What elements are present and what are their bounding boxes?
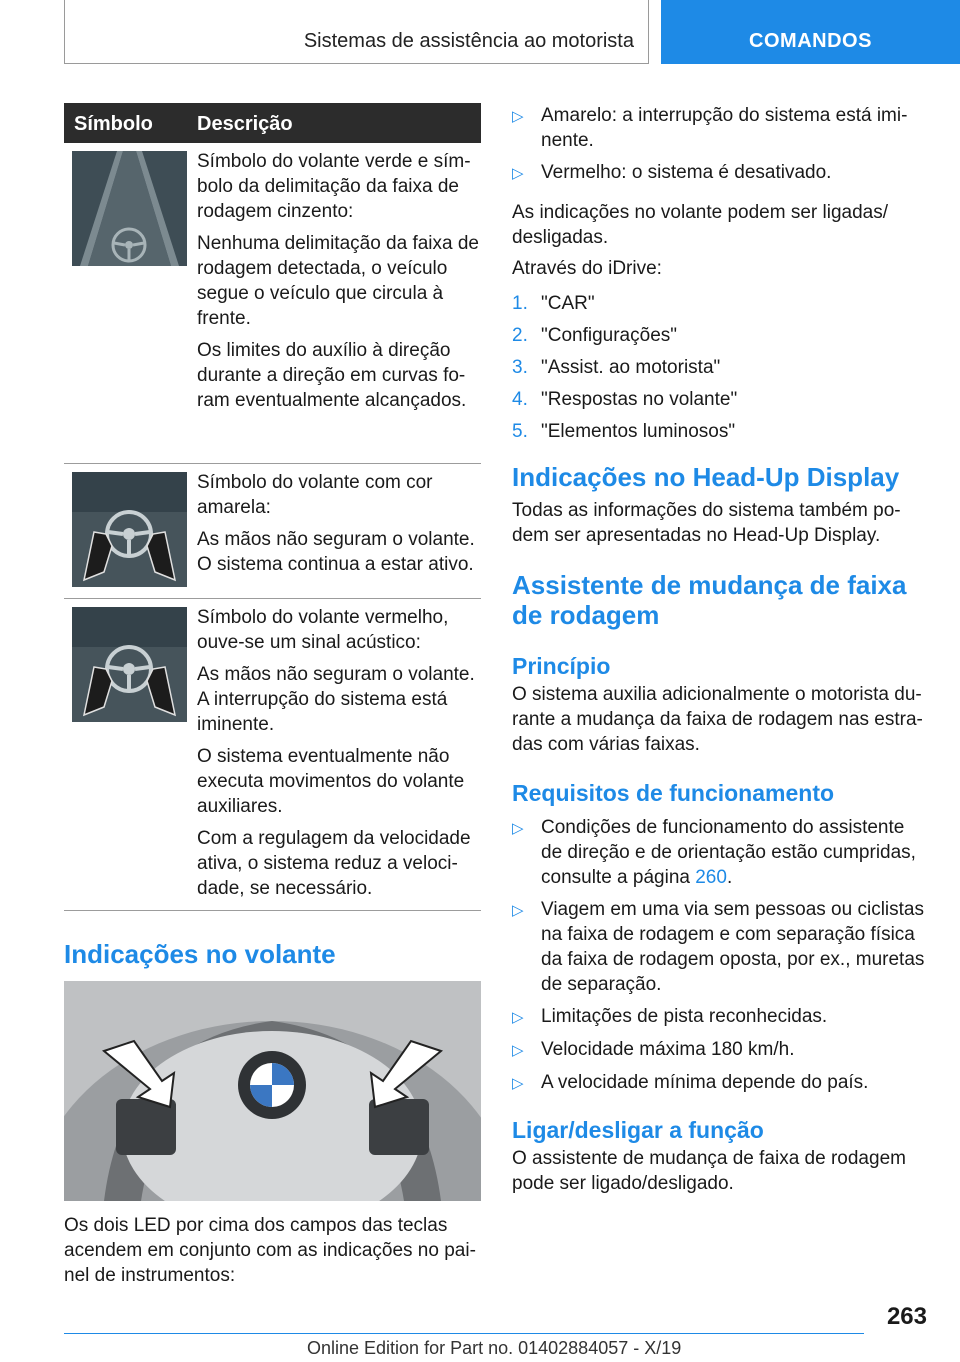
bullet-triangle-icon: ▷ (512, 1075, 524, 1092)
step-number: 1. (512, 293, 528, 314)
col-symbol-header: Símbolo (74, 113, 153, 135)
header-chapter-label: COMANDOS (749, 30, 872, 52)
list-item (512, 291, 928, 316)
list-item (512, 160, 928, 186)
requirement-text: Viagem em uma via sem pessoas ou ciclistas na faixa de rodagem e com separação física da faixa de rodagem oposta, por ex., muretas de separação. (541, 899, 925, 995)
list-item (512, 103, 928, 153)
row1-text-1: Símbolo do volante verde e sím-bolo da delimitação da faixa de rodagem cinzento: (197, 151, 471, 222)
requirement-text: Condições de funcionamento do assistente de direção e de orientação estão cumpridas, consulte a página (541, 817, 916, 888)
row2-text-1: Símbolo do volante com cor amarela: (197, 472, 433, 518)
list-item (512, 897, 928, 997)
list-item (512, 323, 928, 348)
steering-wheel-red-hands-icon (72, 607, 187, 722)
steering-wheel-yellow-hands-icon (72, 472, 187, 587)
step-text: "Assist. ao motorista" (541, 357, 721, 378)
list-item (512, 1070, 928, 1096)
onoff-text: O assistente de mudança de faixa de rodagem pode ser ligado/desligado. (512, 1148, 906, 1194)
step-number: 3. (512, 357, 528, 378)
row1-text-3: Os limites do auxílio à direção durante a direção em curvas fo-ram eventualmente alcançados. (197, 340, 467, 411)
row3-text-3: O sistema eventualmente não executa movimentos do volante auxiliares. (197, 746, 465, 817)
row2-text-2: As mãos não seguram o volante. O sistema continua a estar ativo. (197, 529, 475, 575)
requirement-text: Limitações de pista reconhecidas. (541, 1006, 828, 1027)
hud-text: Todas as informações do sistema também po-dem ser apresentadas no Head-Up Display. (512, 500, 901, 546)
bullet-triangle-icon: ▷ (512, 902, 524, 919)
steering-wheel-green-lane-icon (72, 151, 187, 266)
bullet-triangle-icon: ▷ (512, 820, 524, 837)
row3-text-4: Com a regulagem da velocidade ativa, o sistema reduz a veloci-dade, se necessário. (197, 828, 471, 899)
idrive-intro: Através do iDrive: (512, 258, 662, 279)
row1-text-2: Nenhuma delimitação da faixa de rodagem detectada, o veículo segue o veículo que circula à frente. (197, 233, 480, 329)
bullet-triangle-icon: ▷ (512, 1009, 524, 1026)
row3-text-2: As mãos não seguram o volante. A interrupção do sistema está iminente. (197, 664, 475, 735)
step-text: "Elementos luminosos" (541, 421, 736, 442)
principle-heading: Princípio (512, 653, 611, 679)
requirement-text: Velocidade máxima 180 km/h. (541, 1039, 795, 1060)
volante-heading: Indicações no volante (64, 939, 336, 969)
hud-heading: Indicações no Head-Up Display (512, 462, 900, 492)
right-column (512, 103, 928, 1196)
list-item: ▷ Condições de funcionamento do assistente de direção e de orientação estão cumpridas, consulte a página 260. (512, 817, 916, 888)
table-row (64, 143, 481, 464)
steering-wheel-photo (64, 981, 481, 1201)
color-red-text: Vermelho: o sistema é desativado. (541, 162, 832, 183)
list-item (512, 355, 928, 380)
color-yellow-text: Amarelo: a interrupção do sistema está imi-nente. (541, 105, 908, 151)
toggle-text: As indicações no volante podem ser ligadas/ desligadas. (512, 202, 889, 248)
row3-text-1: Símbolo do volante vermelho, ouve-se um sinal acústico: (197, 607, 449, 653)
lane-change-heading: Assistente de mudança de faixa de rodagem (512, 570, 907, 630)
step-text: "Respostas no volante" (541, 389, 738, 410)
list-item (512, 1004, 928, 1030)
bullet-triangle-icon: ▷ (512, 1042, 524, 1059)
header-section-box (64, 0, 649, 64)
page-reference-link[interactable]: 260 (695, 867, 727, 888)
header-chapter-tab[interactable] (661, 0, 960, 64)
list-item (512, 1037, 928, 1063)
bullet-triangle-icon: ▷ (512, 108, 524, 125)
step-number: 4. (512, 389, 528, 410)
left-column (64, 103, 481, 1288)
list-item (512, 419, 928, 444)
table-row (64, 599, 481, 911)
step-number: 2. (512, 325, 528, 346)
list-item (512, 387, 928, 412)
col-description-header: Descrição (197, 113, 293, 135)
requirements-heading: Requisitos de funcionamento (512, 780, 835, 806)
page-number: 263 (886, 1303, 927, 1330)
footer-edition: Online Edition for Part no. 01402884057 - X/19 (307, 1338, 682, 1358)
footer-divider (64, 1333, 864, 1334)
bullet-triangle-icon: ▷ (512, 165, 524, 182)
volante-caption: Os dois LED por cima dos campos das teclas acendem em conjunto com as indicações no pai-nel de instrumentos: (64, 1215, 476, 1286)
onoff-heading: Ligar/desligar a função (512, 1117, 764, 1143)
step-text: "Configurações" (541, 325, 678, 346)
principle-text: O sistema auxilia adicionalmente o motorista du-rante a mudança da faixa de rodagem nas estra-das com várias faixas. (512, 684, 923, 755)
step-number: 5. (512, 421, 528, 442)
header-section-title: Sistemas de assistência ao motorista (303, 30, 634, 52)
table-row (64, 464, 481, 599)
step-text: "CAR" (541, 293, 595, 314)
symbol-table-header (64, 103, 481, 143)
requirement-text: A velocidade mínima depende do país. (541, 1072, 869, 1093)
